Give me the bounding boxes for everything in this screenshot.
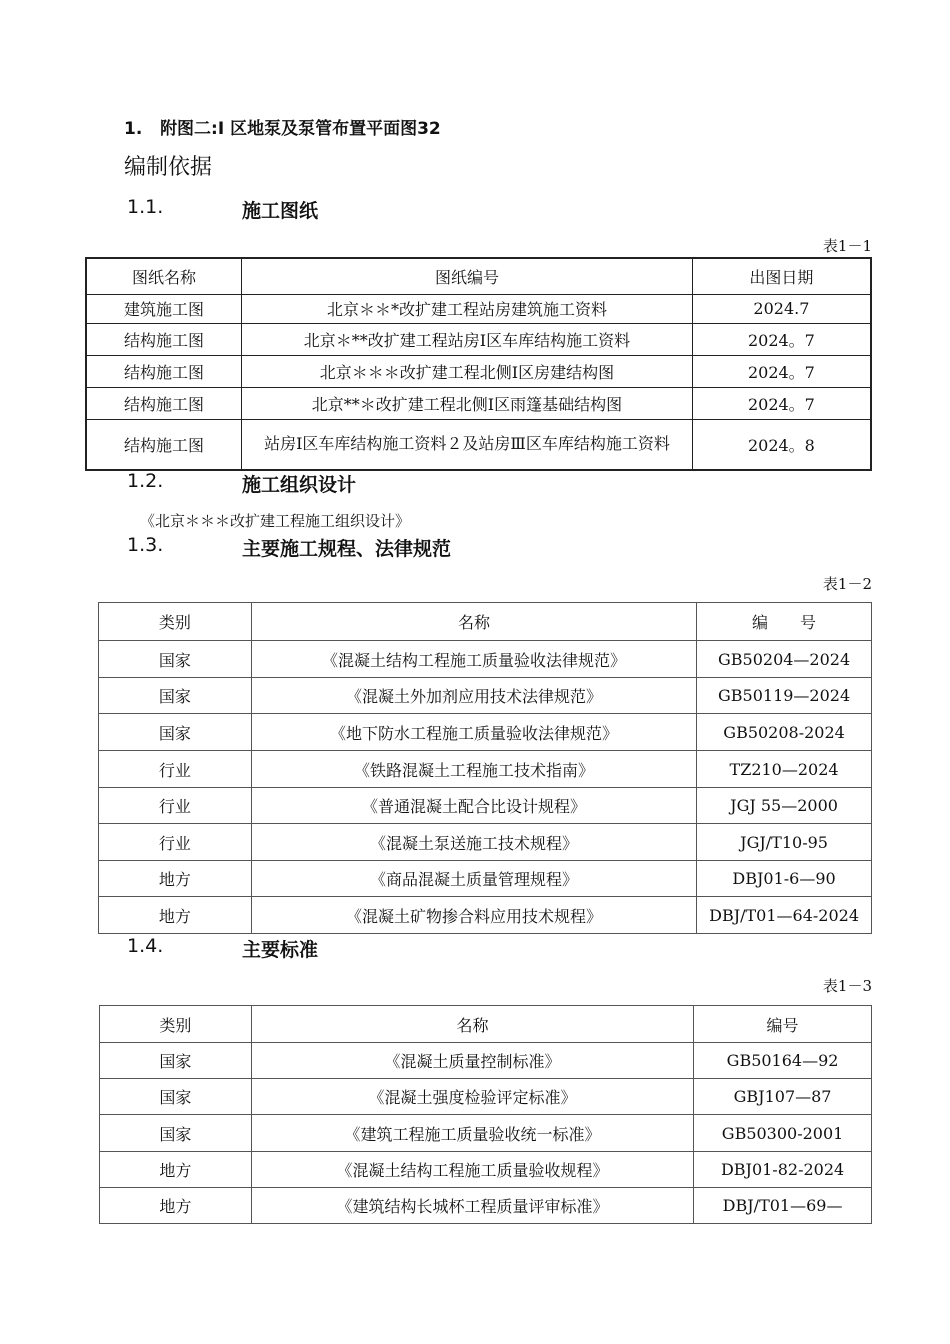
table-row [99,861,872,897]
table3-caption: 表1－3 [822,977,872,995]
table-row [99,714,872,751]
cell-date: 2024。7 [692,355,871,387]
header-cell: 图纸名称 [86,258,242,294]
cell-date: 2024.7 [692,294,871,323]
table-row [86,419,871,470]
cell-name: 结构施工图 [86,355,242,387]
section-number: 1.1. [127,196,164,218]
cell-date: 2024。7 [692,387,871,419]
table1-caption: 表1－1 [822,237,872,255]
cell-category: 行业 [99,824,252,861]
cell-category: 国家 [99,714,252,751]
cell-date: 2024。7 [692,323,871,355]
cell-name: 《混凝土质量控制标准》 [251,1043,693,1079]
cell-code: GB50164—92 [694,1043,872,1079]
header-cell: 编号 [694,1006,872,1043]
table-row [86,387,871,419]
cell-number: 北京**＊改扩建工程北侧Ⅰ区雨篷基础结构图 [242,387,693,419]
cell-name: 《地下防水工程施工质量验收法律规范》 [251,714,696,751]
table-row [99,897,872,934]
header-cell: 名称 [251,603,696,641]
cell-name: 建筑施工图 [86,294,242,323]
table-row [100,1043,872,1079]
cell-name: 《混凝土结构工程施工质量验收法律规范》 [251,641,696,678]
cell-name: 结构施工图 [86,387,242,419]
cell-category: 国家 [100,1079,252,1115]
regulations-table [98,602,872,934]
drawings-table [85,257,872,471]
section-1-1 [127,196,527,222]
cell-name: 《建筑结构长城杯工程质量评审标准》 [251,1188,693,1224]
table-row [100,1188,872,1224]
org-design-text: 《北京＊＊＊改扩建工程施工组织设计》 [140,512,411,530]
cell-number: 站房Ⅰ区车库结构施工资料２及站房Ⅲ区车库结构施工资料 [242,419,693,470]
cell-code: GB50208-2024 [697,714,872,751]
main-heading: 编制依据 [124,155,213,180]
table-row [86,294,871,323]
cell-code: JGJ 55—2000 [697,788,872,824]
cell-name: 《混凝土强度检验评定标准》 [251,1079,693,1115]
table-row [100,1079,872,1115]
cell-category: 行业 [99,788,252,824]
table-row [99,751,872,788]
header-cell: 类别 [100,1006,252,1043]
section-1-4 [127,935,527,961]
table-header-row [86,258,871,294]
cell-category: 国家 [99,641,252,678]
cell-number: 北京＊＊*改扩建工程站房建筑施工资料 [242,294,693,323]
cell-code: DBJ01-6—90 [697,861,872,897]
cell-name: 《建筑工程施工质量验收统一标准》 [251,1115,693,1152]
section-1-3 [127,534,627,560]
cell-code: TZ210—2024 [697,751,872,788]
table-header-row [99,603,872,641]
cell-code: GBJ107—87 [694,1079,872,1115]
table-row [99,641,872,678]
standards-table [99,1005,872,1224]
cell-code: JGJ/T10-95 [697,824,872,861]
cell-name: 《混凝土外加剂应用技术法律规范》 [251,678,696,714]
header-cell: 类别 [99,603,252,641]
cell-name: 《普通混凝土配合比设计规程》 [251,788,696,824]
cell-category: 地方 [99,897,252,934]
section-title: 主要标准 [242,939,319,961]
table2-caption: 表1－2 [822,575,872,593]
table-row [86,323,871,355]
cell-code: GB50300-2001 [694,1115,872,1152]
table-row [99,788,872,824]
cell-category: 国家 [100,1043,252,1079]
cell-number: 北京＊＊＊改扩建工程北侧Ⅰ区房建结构图 [242,355,693,387]
cell-category: 地方 [100,1152,252,1188]
cell-code: DBJ01-82-2024 [694,1152,872,1188]
section-title: 施工组织设计 [242,474,357,496]
cell-name: 《混凝土泵送施工技术规程》 [251,824,696,861]
cell-name: 结构施工图 [86,323,242,355]
cell-name: 《铁路混凝土工程施工技术指南》 [251,751,696,788]
cell-name: 《混凝土矿物掺合料应用技术规程》 [251,897,696,934]
cell-name: 《商品混凝土质量管理规程》 [251,861,696,897]
header-cell: 出图日期 [692,258,871,294]
table-row [99,824,872,861]
table-row [100,1115,872,1152]
section-number: 1.3. [127,534,164,556]
toc-entry [124,114,441,139]
header-cell: 图纸编号 [242,258,693,294]
cell-category: 国家 [100,1115,252,1152]
header-cell: 编 号 [697,603,872,641]
cell-category: 国家 [99,678,252,714]
cell-category: 地方 [99,861,252,897]
toc-text: 附图二:Ⅰ 区地泵及泵管布置平面图32 [160,119,441,139]
table-row [99,678,872,714]
cell-name: 结构施工图 [86,419,242,470]
toc-number: 1. [124,119,143,139]
section-number: 1.2. [127,470,164,492]
table-header-row [100,1006,872,1043]
table-row [100,1152,872,1188]
cell-date: 2024。8 [692,419,871,470]
cell-code: GB50119—2024 [697,678,872,714]
header-cell: 名称 [251,1006,693,1043]
cell-code: DBJ/T01—69— [694,1188,872,1224]
section-title: 主要施工规程、法律规范 [242,538,452,560]
table-row [86,355,871,387]
cell-category: 地方 [100,1188,252,1224]
cell-code: DBJ/T01—64-2024 [697,897,872,934]
cell-code: GB50204—2024 [697,641,872,678]
cell-name: 《混凝土结构工程施工质量验收规程》 [251,1152,693,1188]
section-number: 1.4. [127,935,164,957]
cell-category: 行业 [99,751,252,788]
section-title: 施工图纸 [242,200,319,222]
section-1-2 [127,470,527,496]
cell-number: 北京＊**改扩建工程站房Ⅰ区车库结构施工资料 [242,323,693,355]
